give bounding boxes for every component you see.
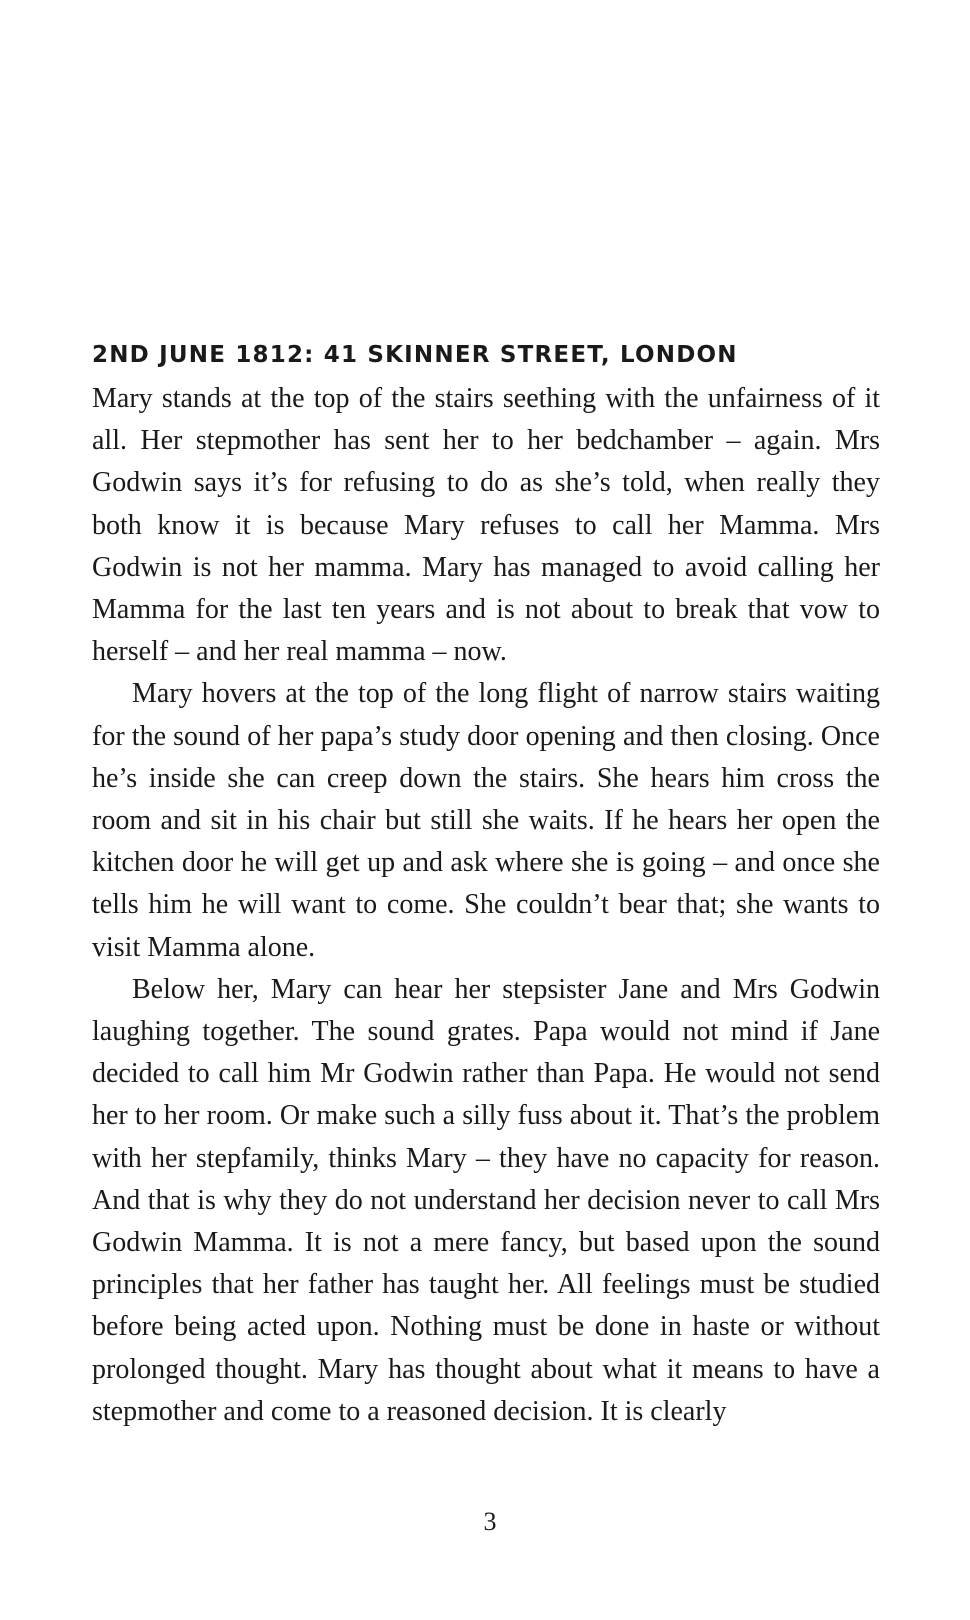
chapter-heading: 2ND JUNE 1812: 41 SKINNER STREET, LONDON [92, 342, 738, 368]
page-number: 3 [483, 1507, 497, 1536]
paragraph: Below her, Mary can hear her stepsister Jane and Mrs Godwin laughing together. The sound grates. Papa would not mind if Jane decided to call him Mr Godwin rather than Papa. He would not send her to her room. Or make such a silly fuss about it. That’s the problem with her stepfamily, thinks Mary – they have no capacity for reason. And that is why they do not understand her decision never to call Mrs Godwin Mamma. It is not a mere fancy, but based upon the sound principles that her father has taught her. All feelings must be studied before being acted upon. Nothing must be done in haste or without prolonged thought. Mary has thought about what it means to have a stepmother and come to a reasoned decision. It is clearly [92, 973, 880, 1427]
paragraph: Mary stands at the top of the stairs seething with the unfairness of it all. Her stepmother has sent her to her bedchamber – again. Mrs Godwin says it’s for refusing to do as she’s told, when really they both know it is because Mary refuses to call her Mamma. Mrs Godwin is not her mamma. Mary has managed to avoid calling her Mamma for the last ten years and is not about to break that vow to herself – and her real mamma – now. [92, 383, 880, 668]
paragraph: Mary hovers at the top of the long flight of narrow stairs waiting for the sound of her papa’s study door opening and then closing. Once he’s inside she can creep down the stairs. She hears him cross the room and sit in his chair but still she waits. If he hears her open the kitchen door he will get up and ask where she is going – and once she tells him he will want to come. She couldn’t bear that; she wants to visit Mamma alone. [92, 678, 880, 963]
body-text [92, 378, 880, 1433]
